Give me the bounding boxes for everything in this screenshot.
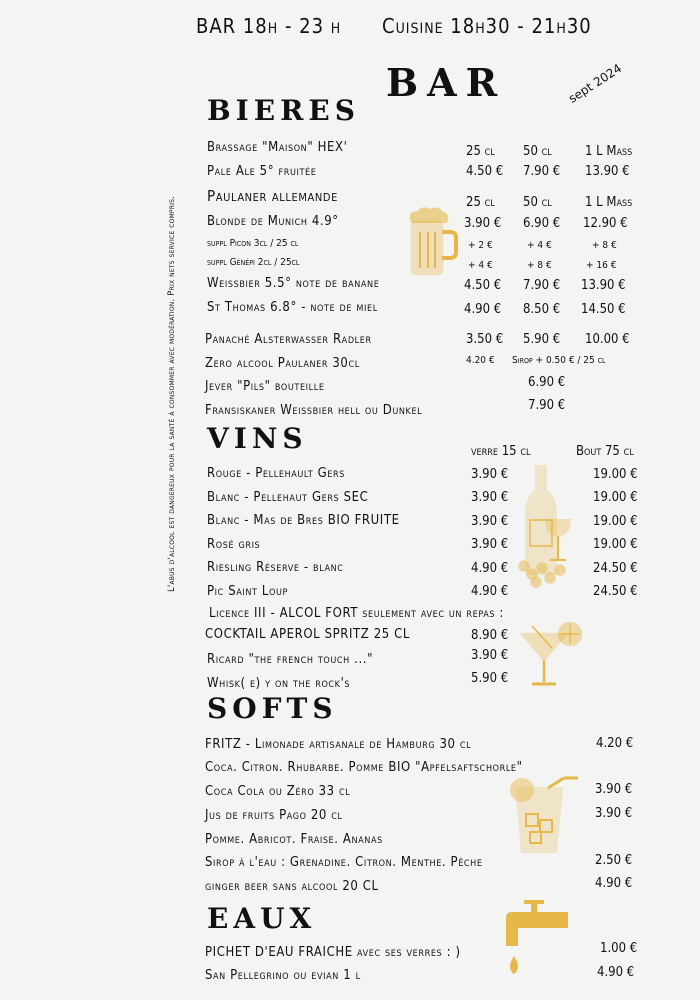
beer-name: Pale Ale 5° fruitée [207, 164, 317, 179]
wine-name: Blanc - Mas de Bres BIO FRUITE [207, 513, 400, 528]
beer-name: St Thomas 6.8° - note de miel [207, 300, 378, 315]
beer-mug-icon [404, 208, 460, 278]
water-price: 1.00 € [600, 941, 638, 956]
beer-size: 1 L Mass [585, 144, 633, 159]
wine-glass-price: 3.90 € [471, 537, 509, 552]
water-tap-icon [502, 898, 568, 980]
section-heading-softs: SOFTS [207, 692, 338, 725]
soft-price: 2.50 € [595, 853, 633, 868]
beer-name: Fransiskaner Weissbier hell ou Dunkel [205, 403, 423, 418]
beer-name: Panaché Alsterwasser Radler [205, 332, 372, 347]
wine-glass-price: 3.90 € [471, 490, 509, 505]
water-name: San Pellegrino ou evian 1 l [205, 968, 361, 983]
beer-name: Jever "Pils" bouteille [205, 379, 325, 394]
beer-price: 8.50 € [523, 302, 561, 317]
supplement-price: + 2 € [468, 240, 493, 251]
wine-bottle-icon [514, 462, 582, 590]
section-heading-bieres: BIERES [207, 94, 360, 127]
supplement-name: suppl Génépi 2cl / 25cl [207, 257, 300, 268]
soft-name: Pomme. Abricot. Fraise. Ananas [205, 832, 383, 847]
beer-size: 1 L Mass [585, 195, 633, 210]
wine-glass-price: 3.90 € [471, 467, 509, 482]
beer-size: 50 cl [523, 195, 552, 210]
soft-price: 4.90 € [595, 876, 633, 891]
water-price: 4.90 € [597, 965, 635, 980]
beer-price: 7.90 € [523, 278, 561, 293]
beer-price: 7.90 € [528, 398, 566, 413]
supplement-price: + 8 € [527, 260, 552, 271]
bar-hours: BAR 18h - 23 h [196, 14, 342, 38]
wine-name: Blanc - Pellehaut Gers SEC [207, 490, 369, 505]
section-heading-eaux: EAUX [207, 902, 317, 935]
soft-name: ginger beer sans alcool 20 CL [205, 879, 379, 894]
page-title: BAR [386, 60, 507, 105]
beer-name: Weissbier 5.5° note de banane [207, 276, 380, 291]
soft-name: FRITZ - Limonade artisanale de Hamburg 30 cl [205, 737, 472, 752]
wine-bottle-price: 24.50 € [593, 584, 638, 599]
licence-note: Licence III - ALCOL FORT seulement avec un repas : [209, 606, 504, 621]
spirit-name: Whisk( e) y on the rock's [207, 676, 351, 691]
beer-price: 10.00 € [585, 332, 630, 347]
soft-name: Jus de fruits Pago 20 cl [205, 808, 343, 823]
beer-price: 3.90 € [464, 216, 502, 231]
wine-glass-price: 4.90 € [471, 561, 509, 576]
beer-size: 25 cl [466, 144, 495, 159]
beer-size: 50 cl [523, 144, 552, 159]
supplement-price: + 4 € [468, 260, 493, 271]
beer-price: 4.50 € [464, 278, 502, 293]
supplement-price: + 4 € [527, 240, 552, 251]
wine-name: Riesling Réserve - blanc [207, 560, 344, 575]
wine-bottle-price: 19.00 € [593, 490, 638, 505]
beer-name: Brassage "Maison" HEX' [207, 140, 348, 155]
spirit-price: 5.90 € [471, 671, 509, 686]
beer-price: 3.50 € [466, 332, 504, 347]
spirit-name: Ricard "the french touch ..." [207, 652, 374, 667]
beer-price: 4.50 € [466, 164, 504, 179]
supplement-price: + 8 € [592, 240, 617, 251]
beer-price: 6.90 € [523, 216, 561, 231]
cocktail-glass-icon [518, 620, 586, 688]
beer-name: Zero alcool Paulaner 30cl [205, 356, 360, 371]
beer-price: 13.90 € [581, 278, 626, 293]
wine-name: Pic Saint Loup [207, 584, 288, 599]
beer-price: 14.50 € [581, 302, 626, 317]
wine-bottle-price: 19.00 € [593, 537, 638, 552]
wine-col-bottle: Bout 75 cl [576, 444, 634, 459]
beer-price: 7.90 € [523, 164, 561, 179]
soda-glass-icon [506, 776, 582, 856]
soft-name: Coca Cola ou Zéro 33 cl [205, 784, 351, 799]
wine-bottle-price: 24.50 € [593, 561, 638, 576]
section-heading-vins: VINS [207, 422, 308, 455]
soft-price: 4.20 € [596, 736, 634, 751]
beer-price: 4.20 € [466, 355, 495, 366]
soft-name: Sirop à l'eau : Grenadine. Citron. Menthe. Pêche [205, 855, 483, 870]
supplement-price: + 16 € [586, 260, 617, 271]
soft-price: 3.90 € [595, 806, 633, 821]
wine-bottle-price: 19.00 € [593, 514, 638, 529]
spirit-price: 8.90 € [471, 628, 509, 643]
wine-glass-price: 4.90 € [471, 584, 509, 599]
water-name: PICHET D'EAU FRAICHE avec ses verres : ) [205, 945, 461, 960]
menu-date: sept 2024 [566, 61, 625, 106]
beer-price: 12.90 € [583, 216, 628, 231]
beer-name: Paulaner allemande [207, 187, 338, 205]
wine-col-glass: verre 15 cl [471, 444, 531, 459]
wine-glass-price: 3.90 € [471, 514, 509, 529]
beer-price: 5.90 € [523, 332, 561, 347]
beer-name: Blonde de Munich 4.9° [207, 214, 339, 229]
wine-name: Rouge - Pellehault Gers [207, 466, 345, 481]
soft-price: 3.90 € [595, 782, 633, 797]
beer-price: 13.90 € [585, 164, 630, 179]
legal-note: L'abus d'alcool est dangereux pour la santé à consommer avec modération. Prix nets service compris. [167, 196, 177, 592]
spirit-name: COCKTAIL APEROL SPRITZ 25 CL [205, 627, 410, 642]
beer-size: 25 cl [466, 195, 495, 210]
soft-name: Coca. Citron. Rhubarbe. Pomme BIO "Apfelsaftschorle" [205, 760, 523, 775]
spirit-price: 3.90 € [471, 648, 509, 663]
wine-name: Rosé gris [207, 537, 261, 552]
wine-bottle-price: 19.00 € [593, 467, 638, 482]
supplement-name: suppl Picon 3cl / 25 cl [207, 238, 299, 249]
beer-price: 6.90 € [528, 375, 566, 390]
kitchen-hours: Cuisine 18h30 - 21h30 [382, 14, 592, 38]
beer-syrup-note: Sirop + 0.50 € / 25 cl [512, 355, 606, 366]
beer-price: 4.90 € [464, 302, 502, 317]
